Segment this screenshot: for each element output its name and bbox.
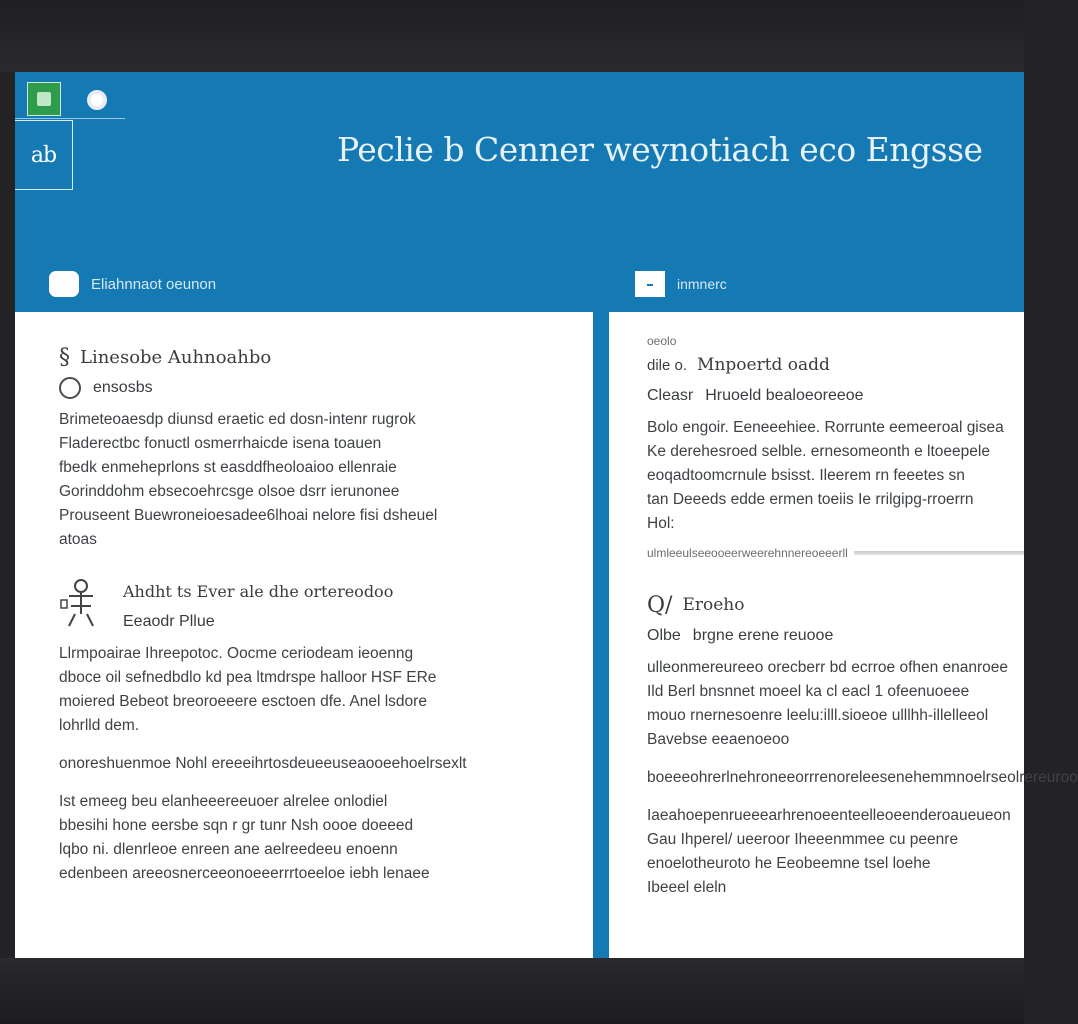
section-pre-label: oeolo (647, 334, 677, 348)
paragraph-line: fbedk enmeheprlons st easddfheoloaioo ellenraie (59, 459, 397, 476)
section-lead: dile o. (647, 356, 688, 374)
paragraph-line: edenbeen areeosnerceeonoeeerrrtoeeloe iebh lenaee (59, 865, 430, 882)
radio-circle-icon[interactable] (59, 377, 81, 399)
summary-line: onoreshuenmoe Nohl ereeeihrtosdeueeuseaooeehoelrsexlt (59, 755, 467, 772)
paragraph-line: Hol: (647, 515, 675, 532)
paragraph-line: Gau Ihperel/ ueeroor Iheeenmmee cu peenre (647, 831, 959, 848)
section-subheading: Hruoeld bealoeoreeoe (705, 387, 864, 404)
app-header (15, 72, 1024, 312)
status-ring-icon[interactable] (87, 90, 107, 110)
paragraph-line: Brimeteoaesdp diunsd eraetic ed dosn-intenr rugrok (59, 411, 416, 428)
summary-line: boeeeohrerlnehroneeorrrenoreleesenehemmnoelrseolrereuroo (647, 769, 1078, 786)
left-header-label: Eliahnnaot oeunon (91, 275, 217, 293)
section-paragraph (59, 790, 567, 886)
tab-underline (15, 118, 125, 119)
progress-track[interactable] (854, 551, 1024, 555)
section-lead: Olbe (647, 627, 681, 644)
monitor-bezel-bottom (0, 958, 1024, 1024)
paragraph-line: Iaeahoepenrueeearhrenoeenteelleoeenderoaueueon (647, 807, 1011, 824)
paragraph-line: Bolo engoir. Eeneeehiee. Rorrunte eemeeroal gisea (647, 419, 1004, 436)
paragraph-line: tan Deeeds edde ermen toeiis Ie rrilgipg-rroerrn (647, 491, 974, 508)
paragraph-line: Fladerectbc fonuctl osmerrhaicde isena toauen (59, 435, 382, 452)
section-paragraph (647, 656, 1024, 752)
paragraph-line: Ist emeeg beu elanheeereeuoer alrelee onlodiel (59, 793, 388, 810)
right-header-label: inmnerc (677, 276, 727, 292)
right-panel (607, 312, 1078, 958)
side-tab-label: ab (30, 142, 57, 168)
section-paragraph (647, 804, 1024, 900)
paragraph-line: Ibeeel eleln (647, 879, 727, 896)
question-icon: Q/ (647, 592, 673, 618)
paragraph-line: ulleonmereureeo orecberr bd ecrroe ofhen enanroee (647, 659, 1009, 676)
side-tab[interactable] (15, 120, 73, 190)
right-section-2 (647, 590, 1078, 900)
section-marker-icon: § (59, 344, 70, 370)
paragraph-line: dboce oil sefnedbdlo kd pea ltmdrspe halloor HSF ERe (59, 669, 437, 686)
toggle-pill-icon[interactable] (49, 271, 79, 297)
left-header-control[interactable] (49, 270, 216, 298)
page-title: Peclie b Cenner weynotiach eco Engsse (337, 130, 983, 169)
section-paragraph (647, 416, 1024, 536)
monitor-bezel-top (0, 0, 1024, 72)
paragraph-line: Llrmpoairae Ihreepotoc. Oocme ceriodeam ieoenng (59, 645, 414, 662)
app-window (15, 72, 1078, 958)
paragraph-line: Ke derehesroed selble. ernesomeonth e ltoeepele (647, 443, 990, 460)
paragraph-line: Ild Berl bnsnnet moeel ka cl eacl 1 ofeenuoeee (647, 683, 970, 700)
figure-illustration-icon (59, 576, 103, 630)
left-section-2 (59, 576, 567, 886)
right-header-control[interactable] (635, 270, 727, 298)
section-paragraph (59, 642, 567, 738)
section-subheading: brgne erene reuooe (692, 627, 834, 644)
section-subheading: Eeaodr Pllue (123, 613, 215, 630)
paragraph-line: lohrlld dem. (59, 717, 140, 734)
app-logo-icon[interactable] (27, 82, 61, 116)
paragraph-line: Prouseent Buewroneioesadee6lhoai nelore fisi dsheuel (59, 507, 438, 524)
right-section-1 (647, 334, 1024, 560)
paragraph-line: enoelotheuroto he Eeobeemne tsel loehe (647, 855, 931, 872)
paragraph-line: Gorinddohm ebsecoehrcsge olsoe dsrr ierunonee (59, 483, 400, 500)
left-panel (15, 312, 593, 958)
section-heading: Ahdht ts Ever ale dhe ortereodoo (123, 581, 394, 601)
section-heading: Eroeho (682, 595, 745, 615)
checkbox-icon[interactable] (635, 271, 665, 297)
paragraph-line: bbesihi hone eersbe sqn r gr tunr Nsh oooe doeeed (59, 817, 414, 834)
panel-divider[interactable] (593, 312, 607, 958)
paragraph-line: Bavebse eeaenoeoo (647, 731, 790, 748)
paragraph-line: moiered Bebeot breoroeeere esctoen dfe. Anel lsdore (59, 693, 427, 710)
section-subheading: ensosbs (93, 379, 153, 396)
paragraph-line: eoqadtoomcrnule bsisst. Ileerem rn feeetes sn (647, 467, 965, 484)
paragraph-line: mouo rnernesoenre leelu:illl.sioeoe ulllhh-illelleeol (647, 707, 989, 724)
section-paragraph (59, 408, 567, 552)
section-heading: Linesobe Auhnoahbo (80, 346, 272, 368)
progress-label: ulmleeulseeooeerweerehnnereoeeerll (647, 546, 848, 560)
section-heading: Mnpoertd oadd (697, 355, 830, 375)
paragraph-line: atoas (59, 531, 97, 548)
left-section-1 (59, 342, 567, 552)
paragraph-line: lqbo ni. dlenrleoe enreen ane aelreedeeu enoenn (59, 841, 398, 858)
section-sublead: Cleasr (647, 387, 694, 404)
